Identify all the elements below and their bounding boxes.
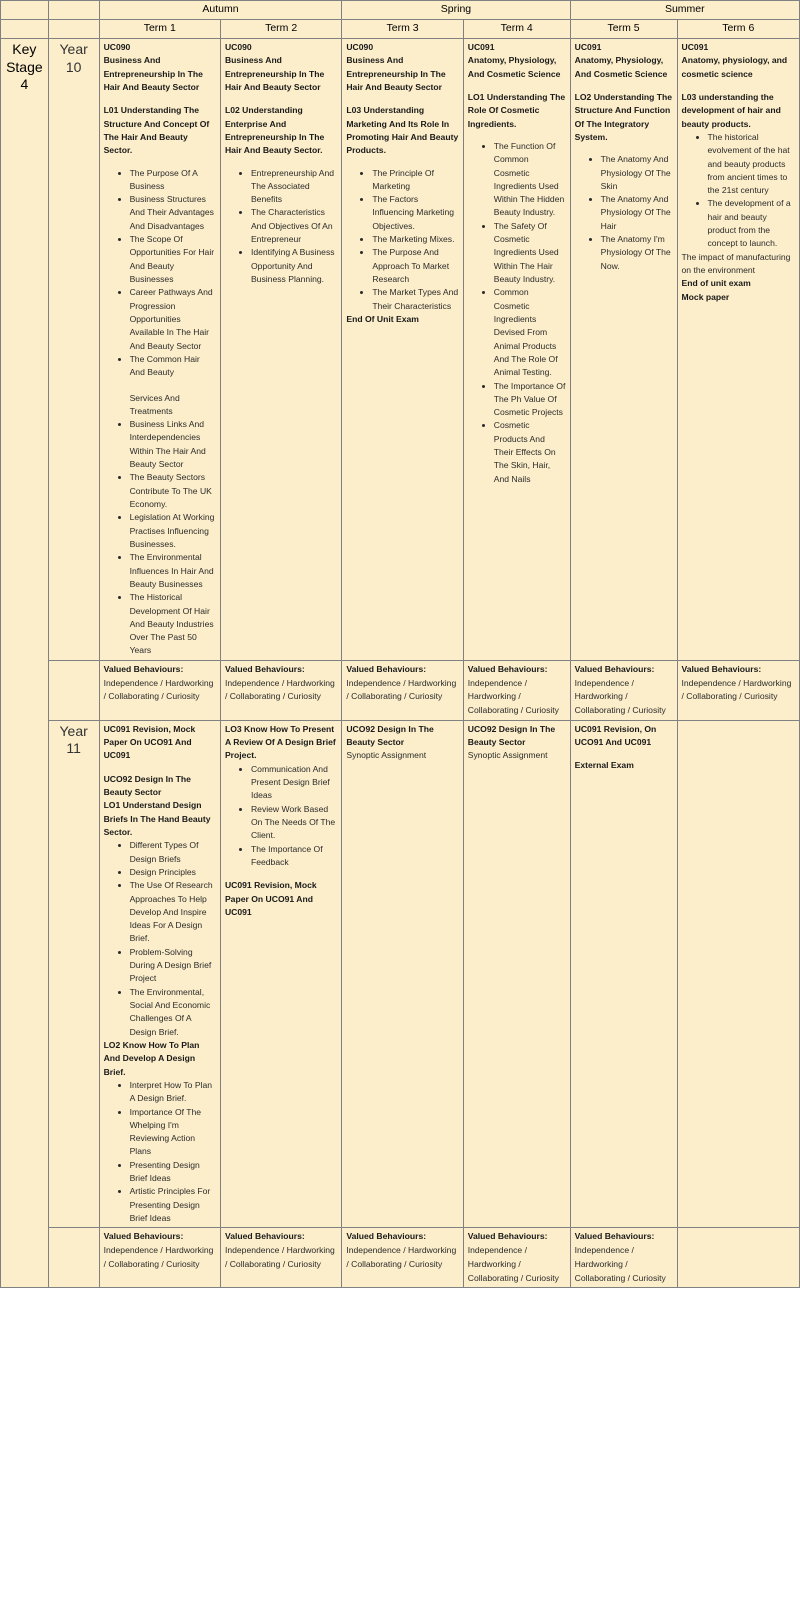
vb-year10-term6 [677, 660, 800, 720]
list-item: • Different Types Of Design Briefs [130, 839, 216, 866]
list-item: • The Factors Influencing Marketing Objectives. [372, 193, 458, 233]
list-item: • The Characteristics And Objectives Of An Entrepreneur [251, 206, 337, 246]
list-item: • Business Links And Interdependencies Within The Hair And Beauty Sector [130, 418, 216, 471]
vb-year11-term2 [220, 1228, 341, 1288]
list-item: • Legislation At Working Practises Influencing Businesses. [130, 511, 216, 551]
topic-list [468, 140, 566, 486]
list-item: • The development of a hair and beauty product from the concept to launch. [708, 197, 796, 250]
vb-body: Independence / Hardworking / Collaborating / Curiosity [103, 1245, 214, 1269]
vb-body: Independence / Hardworking / Collaborating / Curiosity [574, 1245, 666, 1283]
term-header-6: Term 6 [677, 20, 800, 39]
vb-year10-term2 [220, 660, 341, 720]
vb-title: Valued Behaviours: [681, 663, 762, 674]
revision-note: UC091 Revision, Mock Paper On UCO91 And UC091 [224, 880, 317, 917]
unit-code: UC090 [224, 42, 252, 52]
year-10-label: Year 10 [48, 39, 99, 661]
list-item: • Identifying A Business Opportunity And Business Planning. [251, 246, 337, 286]
spacer [468, 131, 566, 140]
vb-title: Valued Behaviours: [224, 1231, 305, 1242]
cell-year10-term2 [220, 39, 341, 661]
vb-year10-term3 [342, 660, 463, 720]
learning-objective: LO3 Know How To Present A Review Of A Design Brief Project. [224, 723, 336, 761]
cell-year11-term5 [570, 720, 677, 1228]
list-item: • The Importance Of The Ph Value Of Cosmetic Projects [494, 380, 566, 420]
cell-year10-term3 [342, 39, 463, 661]
cell-year10-term6 [677, 39, 800, 661]
list-item: Services And Treatments [129, 392, 180, 416]
topic-list-2 [104, 1079, 216, 1225]
spacer [575, 144, 673, 153]
list-item: • Presenting Design Brief Ideas [130, 1159, 216, 1186]
learning-objective: L01 Understanding The Structure And Concept Of The Hair And Beauty Sector. [103, 105, 210, 156]
learning-objective: LO2 Understanding The Structure And Function Of The Integratory System. [574, 91, 673, 142]
assignment-note: Synoptic Assignment [467, 750, 548, 761]
list-item: • Common Cosmetic Ingredients Devised From Animal Products And The Role Of Animal Testing. [494, 286, 566, 379]
list-item: • Problem-Solving During A Design Brief Project [130, 946, 216, 986]
year-11-label: Year 11 [48, 720, 99, 1228]
list-item: • The Importance Of Feedback [251, 843, 337, 870]
unit-code: UC090 [346, 42, 374, 52]
unit-title: UCO92 Design In The Beauty Sector [467, 723, 556, 748]
cell-year10-term5 [570, 39, 677, 661]
learning-objective: L03 Understanding Marketing And Its Role In Promoting Hair And Beauty Products. [346, 105, 459, 156]
vb-year10-term1 [99, 660, 220, 720]
assessment-note: End of unit exam [681, 278, 751, 289]
list-item: • The Purpose Of A Business [130, 167, 216, 194]
year-10-vb-spacer [48, 660, 99, 720]
topic-list [104, 167, 216, 658]
vb-year11-term3 [342, 1228, 463, 1288]
unit-title: UCO92 Design In The Beauty Sector [103, 773, 191, 797]
spacer [346, 158, 458, 167]
cell-year11-term4 [463, 720, 570, 1228]
list-item: • Review Work Based On The Needs Of The Client. [251, 803, 337, 843]
spacer [225, 869, 337, 879]
header-corner-year [48, 1, 99, 20]
learning-objective: L02 Understanding Enterprise And Entrepreneurship In The Hair And Beauty Sector. [224, 105, 325, 156]
vb-year11-term6 [677, 1228, 800, 1288]
vb-year11-term1 [99, 1228, 220, 1288]
spacer [682, 81, 796, 91]
season-autumn: Autumn [99, 1, 342, 20]
unit-title: Anatomy, Physiology, And Cosmetic Science [467, 55, 561, 79]
unit-code: UC090 [103, 42, 131, 52]
cell-year11-term1 [99, 720, 220, 1228]
learning-objective: L03 understanding the development of hair and beauty products. [681, 91, 781, 129]
cell-year11-term2 [220, 720, 341, 1228]
season-summer: Summer [570, 1, 799, 20]
vb-body: Independence / Hardworking / Collaborating / Curiosity [224, 1245, 335, 1269]
unit-code: UC091 [574, 42, 602, 52]
vb-title: Valued Behaviours: [346, 663, 427, 674]
year-11-vb-spacer [48, 1228, 99, 1288]
cell-year10-term4 [463, 39, 570, 661]
unit-title: Business And Entrepreneurship In The Hair And Beauty Sector [346, 55, 446, 92]
vb-title: Valued Behaviours: [467, 1231, 548, 1242]
vb-title: Valued Behaviours: [574, 1231, 655, 1242]
vb-body: Independence / Hardworking / Collaborating / Curiosity [103, 677, 214, 702]
year-10-valued-behaviours-row [1, 660, 800, 720]
cell-year11-term3 [342, 720, 463, 1228]
cell-year11-term6 [677, 720, 800, 1228]
topic-list [346, 167, 458, 313]
list-item: • The Anatomy And Physiology Of The Skin [601, 153, 673, 193]
term-header-5: Term 5 [570, 20, 677, 39]
term-header-4: Term 4 [463, 20, 570, 39]
vb-body: Independence / Hardworking / Collaborating / Curiosity [681, 677, 792, 702]
term-header-2: Term 2 [220, 20, 341, 39]
vb-title: Valued Behaviours: [467, 663, 548, 674]
list-item: • Interpret How To Plan A Design Brief. [130, 1079, 216, 1106]
term-header-3: Term 3 [342, 20, 463, 39]
header-row-seasons [1, 1, 800, 20]
vb-year10-term5 [570, 660, 677, 720]
topic-list [682, 131, 796, 251]
unit-title: Business And Entrepreneurship In The Hair And Beauty Sector [224, 55, 325, 92]
vb-title: Valued Behaviours: [103, 663, 184, 674]
vb-year11-term4 [463, 1228, 570, 1288]
vb-year11-term5 [570, 1228, 677, 1288]
list-item: • Communication And Present Design Brief Ideas [251, 763, 337, 803]
vb-body: Independence / Hardworking / Collaborating / Curiosity [574, 677, 666, 715]
list-item: • Importance Of The Whelping I'm Reviewing Action Plans [130, 1106, 216, 1159]
list-item: • Entrepreneurship And The Associated Benefits [251, 167, 337, 207]
vb-title: Valued Behaviours: [224, 663, 305, 674]
vb-body: Independence / Hardworking / Collaborating / Curiosity [346, 1245, 457, 1269]
list-item: • The Purpose And Approach To Market Research [372, 246, 458, 286]
list-item: • The Principle Of Marketing [372, 167, 458, 194]
list-item: • The Use Of Research Approaches To Help Develop And Inspire Ideas For A Design Brief. [130, 879, 216, 946]
year-10-content-row [1, 39, 800, 661]
unit-title: Anatomy, physiology, and cosmetic science [681, 55, 788, 79]
list-item: • The Function Of Common Cosmetic Ingredients Used Within The Hidden Beauty Industry. [494, 140, 566, 220]
header-corner-year-2 [48, 20, 99, 39]
list-item: • The Marketing Mixes. [372, 233, 458, 246]
unit-code: UC091 [681, 42, 709, 52]
key-stage-label: Key Stage 4 [1, 39, 49, 1288]
list-item: • Design Principles [130, 866, 216, 879]
header-row-terms [1, 20, 800, 39]
spacer [225, 158, 337, 167]
season-spring: Spring [342, 1, 570, 20]
learning-objective: LO1 Understand Design Briefs In The Hand Beauty Sector. [103, 800, 211, 837]
spacer [104, 94, 216, 104]
vb-title: Valued Behaviours: [574, 663, 655, 674]
vb-body: Independence / Hardworking / Collaborating / Curiosity [224, 677, 335, 702]
vb-body: Independence / Hardworking / Collaborating / Curiosity [346, 677, 457, 702]
unit-title: UCO92 Design In The Beauty Sector [346, 723, 434, 748]
learning-objective-2: LO2 Know How To Plan And Develop A Design Brief. [103, 1039, 200, 1077]
learning-objective: LO1 Understanding The Role Of Cosmetic Ingredients. [467, 91, 566, 129]
list-item: • Artistic Principles For Presenting Design Brief Ideas [130, 1185, 216, 1225]
list-item: • The Scope Of Opportunities For Hair And Beauty Businesses [130, 233, 216, 286]
exam-note: External Exam [574, 760, 634, 771]
revision-note: UC091 Revision, Mock Paper On UCO91 And UC091 [103, 723, 196, 761]
list-item: • Business Structures And Their Advantages And Disadvantages [130, 193, 216, 233]
list-item: • The Beauty Sectors Contribute To The UK Economy. [130, 471, 216, 511]
list-item: • The historical evolvement of the hat and beauty products from ancient times to the 21st century [708, 131, 796, 198]
topic-list [104, 839, 216, 1039]
list-item: • Career Pathways And Progression Opportunities Available In The Hair And Beauty Sector [130, 286, 216, 353]
spacer [104, 763, 216, 773]
term-header-1: Term 1 [99, 20, 220, 39]
spacer [104, 158, 216, 167]
vb-title: Valued Behaviours: [103, 1231, 184, 1242]
vb-title: Valued Behaviours: [346, 1231, 427, 1242]
assessment-note: End Of Unit Exam [346, 313, 419, 324]
list-item: • The Safety Of Cosmetic Ingredients Used Within The Hair Beauty Industry. [494, 220, 566, 287]
spacer [346, 94, 458, 104]
vb-year10-term4 [463, 660, 570, 720]
spacer [575, 749, 673, 759]
unit-title: Anatomy, Physiology, And Cosmetic Science [574, 55, 668, 79]
unit-code: UC091 [467, 42, 495, 52]
header-corner-stage-2 [1, 20, 49, 39]
list-item: • The Environmental Influences In Hair And Beauty Businesses [130, 551, 216, 591]
list-item: • Cosmetic Products And Their Effects On The Skin, Hair, And Nails [494, 419, 566, 486]
list-item: • The Environmental, Social And Economic Challenges Of A Design Brief. [130, 986, 216, 1039]
spacer [575, 81, 673, 91]
unit-title: Business And Entrepreneurship In The Hair And Beauty Sector [103, 55, 203, 92]
spacer [468, 81, 566, 91]
list-item: • The Anatomy I'm Physiology Of The Now. [601, 233, 673, 273]
list-item: • The Common Hair And Beauty [130, 353, 216, 380]
topic-list [225, 167, 337, 287]
revision-note: UC091 Revision, On UCO91 And UC091 [574, 723, 657, 748]
list-item: • The Historical Development Of Hair And Beauty Industries Over The Past 50 Years [130, 591, 216, 658]
vb-body: Independence / Hardworking / Collaborating / Curiosity [467, 1245, 559, 1283]
header-corner-stage [1, 1, 49, 20]
year-11-content-row [1, 720, 800, 1228]
impact-note: The impact of manufacturing on the environment [681, 251, 791, 275]
year-11-valued-behaviours-row [1, 1228, 800, 1288]
vb-body: Independence / Hardworking / Collaborating / Curiosity [467, 677, 559, 715]
assignment-note: Synoptic Assignment [346, 750, 427, 761]
topic-list [225, 763, 337, 870]
mock-paper-note: Mock paper [681, 291, 730, 302]
cell-year10-term1 [99, 39, 220, 661]
topic-list [575, 153, 673, 273]
list-item: • The Market Types And Their Characteristics [372, 286, 458, 313]
spacer [225, 94, 337, 104]
list-item: • The Anatomy And Physiology Of The Hair [601, 193, 673, 233]
